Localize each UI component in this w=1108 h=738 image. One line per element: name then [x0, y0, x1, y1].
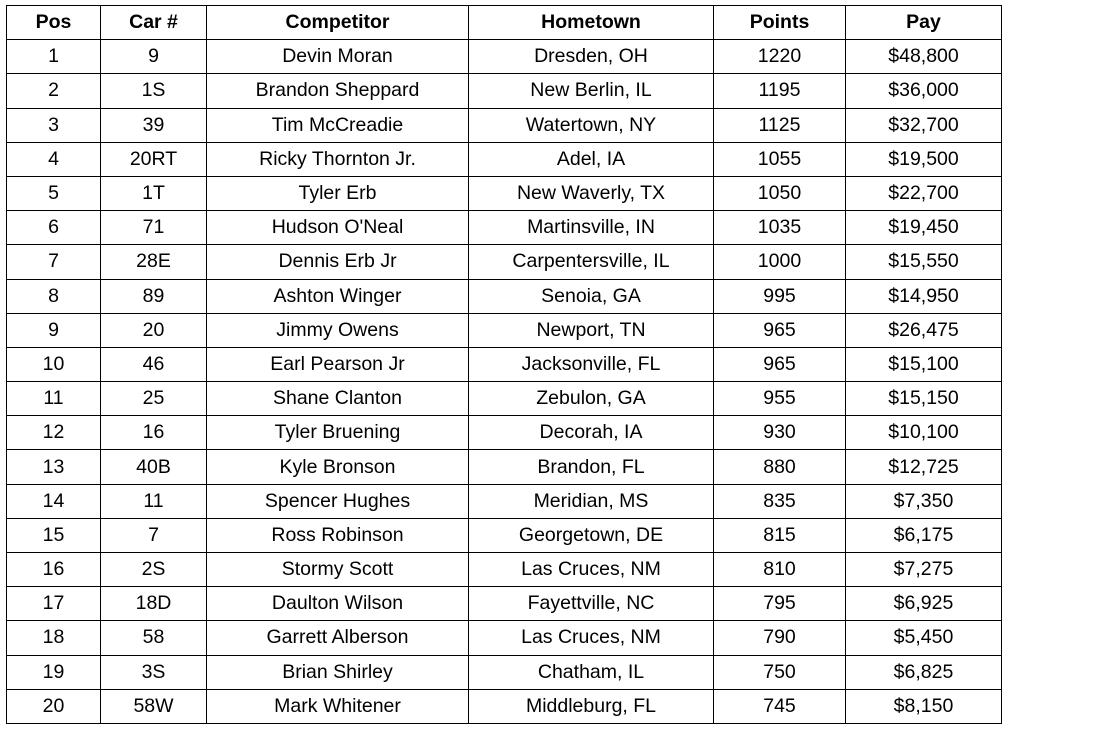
points-cell: 1195 — [714, 74, 846, 108]
table-row — [7, 142, 1002, 176]
pay-cell: $14,950 — [846, 279, 1002, 313]
car-number-cell: 58 — [101, 621, 207, 655]
hometown-cell: Adel, IA — [469, 142, 714, 176]
car-number-cell: 39 — [101, 108, 207, 142]
table-row — [7, 211, 1002, 245]
car-number-cell: 7 — [101, 518, 207, 552]
hometown-cell: Martinsville, IN — [469, 211, 714, 245]
pay-cell: $48,800 — [846, 40, 1002, 74]
hometown-cell: Fayettville, NC — [469, 587, 714, 621]
pay-cell: $7,350 — [846, 484, 1002, 518]
table-row — [7, 245, 1002, 279]
table-row — [7, 689, 1002, 723]
points-cell: 1055 — [714, 142, 846, 176]
pos-cell: 19 — [7, 655, 101, 689]
pay-cell: $15,550 — [846, 245, 1002, 279]
hometown-cell: Decorah, IA — [469, 416, 714, 450]
hometown-cell: Carpentersville, IL — [469, 245, 714, 279]
hometown-cell: Las Cruces, NM — [469, 621, 714, 655]
pos-cell: 12 — [7, 416, 101, 450]
competitor-cell: Kyle Bronson — [207, 450, 469, 484]
table-row — [7, 279, 1002, 313]
points-cell: 750 — [714, 655, 846, 689]
competitor-cell: Tyler Erb — [207, 176, 469, 210]
car-number-cell: 71 — [101, 211, 207, 245]
points-cell: 965 — [714, 347, 846, 381]
hometown-cell: Senoia, GA — [469, 279, 714, 313]
hometown-cell: Watertown, NY — [469, 108, 714, 142]
car-number-cell: 25 — [101, 382, 207, 416]
table-row — [7, 655, 1002, 689]
competitor-cell: Ross Robinson — [207, 518, 469, 552]
car-number-cell: 1S — [101, 74, 207, 108]
column-header-pos: Pos — [7, 6, 101, 40]
competitor-cell: Jimmy Owens — [207, 313, 469, 347]
table-row — [7, 518, 1002, 552]
points-cell: 1125 — [714, 108, 846, 142]
pay-cell: $12,725 — [846, 450, 1002, 484]
hometown-cell: Georgetown, DE — [469, 518, 714, 552]
pay-cell: $6,175 — [846, 518, 1002, 552]
points-cell: 995 — [714, 279, 846, 313]
car-number-cell: 58W — [101, 689, 207, 723]
car-number-cell: 16 — [101, 416, 207, 450]
pay-cell: $19,450 — [846, 211, 1002, 245]
competitor-cell: Stormy Scott — [207, 553, 469, 587]
pos-cell: 7 — [7, 245, 101, 279]
competitor-cell: Dennis Erb Jr — [207, 245, 469, 279]
points-cell: 815 — [714, 518, 846, 552]
pos-cell: 1 — [7, 40, 101, 74]
points-cell: 1050 — [714, 176, 846, 210]
car-number-cell: 18D — [101, 587, 207, 621]
standings-body — [7, 40, 1002, 724]
points-cell: 795 — [714, 587, 846, 621]
table-row — [7, 416, 1002, 450]
points-cell: 745 — [714, 689, 846, 723]
pay-cell: $6,825 — [846, 655, 1002, 689]
hometown-cell: Meridian, MS — [469, 484, 714, 518]
pos-cell: 14 — [7, 484, 101, 518]
car-number-cell: 1T — [101, 176, 207, 210]
pay-cell: $7,275 — [846, 553, 1002, 587]
table-row — [7, 553, 1002, 587]
hometown-cell: Brandon, FL — [469, 450, 714, 484]
points-cell: 790 — [714, 621, 846, 655]
pay-cell: $10,100 — [846, 416, 1002, 450]
table-row — [7, 382, 1002, 416]
hometown-cell: Middleburg, FL — [469, 689, 714, 723]
pos-cell: 16 — [7, 553, 101, 587]
pos-cell: 6 — [7, 211, 101, 245]
pay-cell: $5,450 — [846, 621, 1002, 655]
car-number-cell: 46 — [101, 347, 207, 381]
points-cell: 880 — [714, 450, 846, 484]
competitor-cell: Ricky Thornton Jr. — [207, 142, 469, 176]
header-row — [7, 6, 1002, 40]
pos-cell: 13 — [7, 450, 101, 484]
hometown-cell: Chatham, IL — [469, 655, 714, 689]
column-header-car-number: Car # — [101, 6, 207, 40]
points-cell: 1220 — [714, 40, 846, 74]
pos-cell: 4 — [7, 142, 101, 176]
pos-cell: 3 — [7, 108, 101, 142]
pos-cell: 20 — [7, 689, 101, 723]
column-header-pay: Pay — [846, 6, 1002, 40]
pay-cell: $15,100 — [846, 347, 1002, 381]
competitor-cell: Daulton Wilson — [207, 587, 469, 621]
competitor-cell: Ashton Winger — [207, 279, 469, 313]
car-number-cell: 40B — [101, 450, 207, 484]
hometown-cell: Dresden, OH — [469, 40, 714, 74]
pay-cell: $32,700 — [846, 108, 1002, 142]
competitor-cell: Earl Pearson Jr — [207, 347, 469, 381]
table-row — [7, 484, 1002, 518]
standings-table — [6, 5, 1002, 724]
table-row — [7, 347, 1002, 381]
pay-cell: $8,150 — [846, 689, 1002, 723]
points-cell: 1035 — [714, 211, 846, 245]
pos-cell: 17 — [7, 587, 101, 621]
competitor-cell: Shane Clanton — [207, 382, 469, 416]
competitor-cell: Brandon Sheppard — [207, 74, 469, 108]
hometown-cell: Las Cruces, NM — [469, 553, 714, 587]
table-row — [7, 450, 1002, 484]
pay-cell: $36,000 — [846, 74, 1002, 108]
pos-cell: 8 — [7, 279, 101, 313]
pos-cell: 2 — [7, 74, 101, 108]
hometown-cell: Newport, TN — [469, 313, 714, 347]
car-number-cell: 20 — [101, 313, 207, 347]
pos-cell: 10 — [7, 347, 101, 381]
standings-sheet — [6, 5, 1002, 724]
pay-cell: $26,475 — [846, 313, 1002, 347]
hometown-cell: New Berlin, IL — [469, 74, 714, 108]
column-header-points: Points — [714, 6, 846, 40]
competitor-cell: Devin Moran — [207, 40, 469, 74]
table-row — [7, 40, 1002, 74]
table-row — [7, 621, 1002, 655]
column-header-competitor: Competitor — [207, 6, 469, 40]
competitor-cell: Tyler Bruening — [207, 416, 469, 450]
table-row — [7, 176, 1002, 210]
car-number-cell: 28E — [101, 245, 207, 279]
table-row — [7, 313, 1002, 347]
car-number-cell: 11 — [101, 484, 207, 518]
table-row — [7, 108, 1002, 142]
points-cell: 930 — [714, 416, 846, 450]
pay-cell: $15,150 — [846, 382, 1002, 416]
pos-cell: 9 — [7, 313, 101, 347]
car-number-cell: 9 — [101, 40, 207, 74]
hometown-cell: Jacksonville, FL — [469, 347, 714, 381]
pay-cell: $19,500 — [846, 142, 1002, 176]
competitor-cell: Mark Whitener — [207, 689, 469, 723]
competitor-cell: Tim McCreadie — [207, 108, 469, 142]
pos-cell: 5 — [7, 176, 101, 210]
competitor-cell: Garrett Alberson — [207, 621, 469, 655]
points-cell: 965 — [714, 313, 846, 347]
column-header-hometown: Hometown — [469, 6, 714, 40]
car-number-cell: 20RT — [101, 142, 207, 176]
pos-cell: 18 — [7, 621, 101, 655]
points-cell: 835 — [714, 484, 846, 518]
points-cell: 955 — [714, 382, 846, 416]
competitor-cell: Hudson O'Neal — [207, 211, 469, 245]
car-number-cell: 2S — [101, 553, 207, 587]
competitor-cell: Brian Shirley — [207, 655, 469, 689]
table-row — [7, 74, 1002, 108]
competitor-cell: Spencer Hughes — [207, 484, 469, 518]
hometown-cell: New Waverly, TX — [469, 176, 714, 210]
car-number-cell: 89 — [101, 279, 207, 313]
car-number-cell: 3S — [101, 655, 207, 689]
pos-cell: 15 — [7, 518, 101, 552]
pay-cell: $6,925 — [846, 587, 1002, 621]
points-cell: 1000 — [714, 245, 846, 279]
hometown-cell: Zebulon, GA — [469, 382, 714, 416]
points-cell: 810 — [714, 553, 846, 587]
table-row — [7, 587, 1002, 621]
pos-cell: 11 — [7, 382, 101, 416]
pay-cell: $22,700 — [846, 176, 1002, 210]
